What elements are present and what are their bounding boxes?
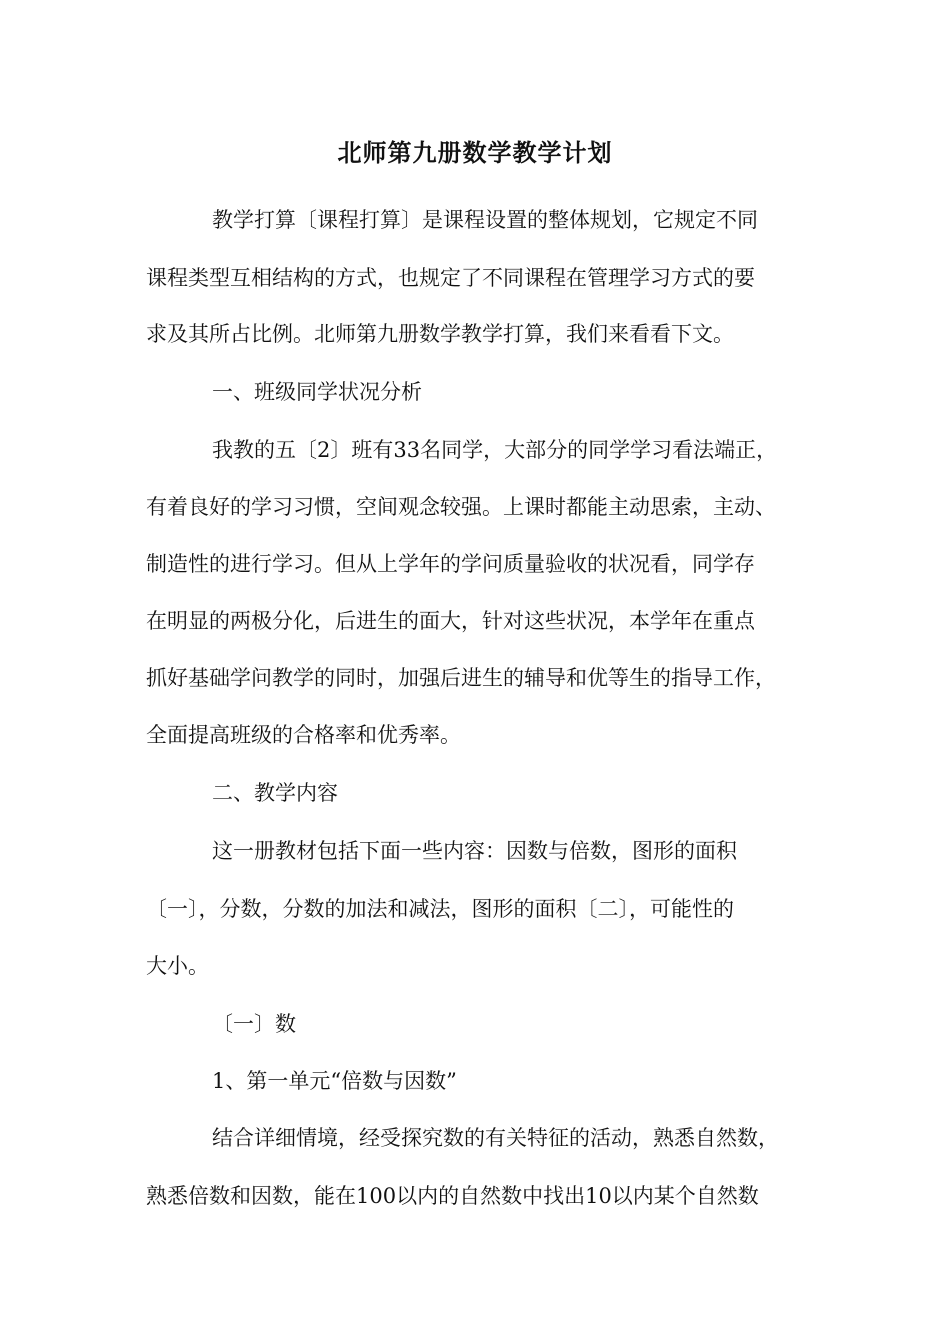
paragraph-line: 在明显的两极分化，后进生的面大，针对这些状况，本学年在重点 <box>146 609 755 633</box>
unit-heading: 1、第一单元“倍数与因数” <box>212 1069 457 1093</box>
section-heading: 一、班级同学状况分析 <box>212 380 422 404</box>
paragraph-line: 熟悉倍数和因数，能在100以内的自然数中找出10以内某个自然数 <box>146 1184 759 1208</box>
paragraph-line: 这一册教材包括下面一些内容：因数与倍数，图形的面积 <box>212 839 737 863</box>
paragraph-line: 全面提高班级的合格率和优秀率。 <box>146 723 461 747</box>
page-title: 北师第九册数学教学计划 <box>337 138 613 167</box>
subsection-heading: 〔一〕数 <box>212 1012 296 1036</box>
paragraph-line: 我教的五〔2〕班有33名同学，大部分的同学学习看法端正， <box>212 438 778 462</box>
section-heading: 二、教学内容 <box>212 781 338 805</box>
paragraph-line: 结合详细情境，经受探究数的有关特征的活动，熟悉自然数， <box>212 1126 779 1150</box>
paragraph-line: 大小。 <box>146 954 209 978</box>
paragraph-line: 制造性的进行学习。但从上学年的学问质量验收的状况看，同学存 <box>146 552 755 576</box>
paragraph-line: 求及其所占比例。北师第九册数学教学打算，我们来看看下文。 <box>146 322 734 346</box>
paragraph-line: 抓好基础学问教学的同时，加强后进生的辅导和优等生的指导工作， <box>146 666 776 690</box>
paragraph-line: 教学打算〔课程打算〕是课程设置的整体规划，它规定不同 <box>212 208 758 232</box>
paragraph-line: 〔一〕，分数，分数的加法和减法，图形的面积〔二〕，可能性的 <box>146 897 734 921</box>
paragraph-line: 有着良好的学习习惯，空间观念较强。上课时都能主动思索，主动、 <box>146 495 776 519</box>
paragraph-line: 课程类型互相结构的方式，也规定了不同课程在管理学习方式的要 <box>146 266 755 290</box>
